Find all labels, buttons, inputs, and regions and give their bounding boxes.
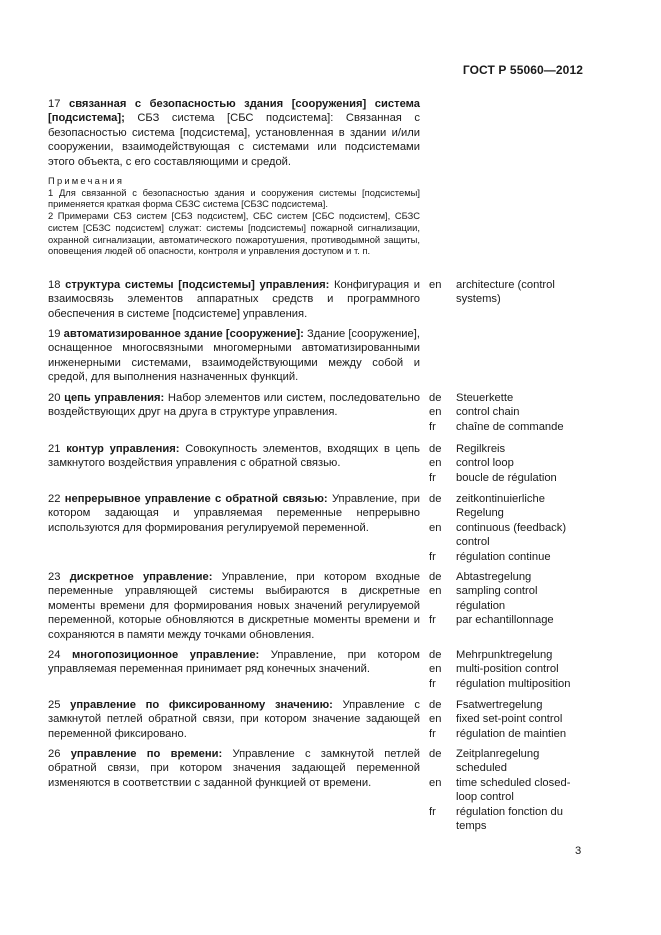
term-definition: Набор элементов или систем, последовательно воздействующих друг на друга в структуре управления.: [48, 392, 421, 419]
term-18-equivalents: [429, 278, 599, 307]
lang-row-de: de Mehrpunktregelung: [429, 648, 599, 662]
lang-row-fr: fr chaîne de commande: [429, 420, 599, 434]
equivalent-de: Abtastregelung: [456, 571, 532, 583]
lang-row-en: en multi-position control: [429, 662, 599, 676]
lang-row-fr: fr régulation de maintien: [429, 727, 599, 741]
lang-row-en: en control chain: [429, 405, 599, 419]
term-entry-22: [48, 492, 420, 535]
term-name: связанная с безопасностью здания [сооружения] система [подсистема];: [48, 98, 420, 125]
equivalent-de: zeitkontinuierliche Regelung: [456, 493, 545, 520]
term-definition: Управление, при котором управляемая переменная принимает ряд конечных значений.: [48, 649, 420, 676]
note-1: 1 Для связанной с безопасностью здания и сооружения системы [подсистемы] применяется краткая форма СБЗС система [СБЗС подсистема].: [48, 186, 420, 210]
equivalent-fr: régulation fonction du temps: [456, 805, 563, 833]
term-26-equivalents: [429, 747, 579, 833]
term-name: управление по фиксированному значению:: [70, 699, 333, 711]
equivalent-en: control chain: [456, 406, 520, 419]
lang-row-en: en sampling control régulation: [429, 584, 579, 613]
term-23-equivalents: [429, 570, 579, 628]
lang-row-de: de zeitkontinuierliche Regelung: [429, 492, 579, 521]
equivalent-fr: boucle de régulation: [456, 471, 557, 484]
term-entry-26: [48, 747, 420, 790]
lang-row-fr: fr régulation fonction du temps: [429, 805, 579, 834]
term-name: цепь управления:: [64, 392, 165, 404]
lang-row-de: de Zeitplanregelung scheduled: [429, 747, 579, 776]
term-number: 17: [48, 98, 61, 110]
lang-row-de: de Abtastregelung: [429, 570, 579, 584]
document-header: ГОСТ Р 55060—2012: [462, 63, 583, 77]
lang-row-en: en fixed set-point control: [429, 712, 599, 726]
term-definition: Управление, при котором входные переменные управляющей системы выбираются в дискретные моменты времени для формирования новых значений регулируемой переменной, которые обновляются в дискретные моменты времени и сохраняются в памяти между точками обновления.: [48, 571, 421, 641]
equivalent-en: continuous (feedback) control: [456, 521, 567, 549]
term-definition: Управление с замкнутой петлей обратной связи, при котором значение задающей переменной фиксировано.: [48, 699, 421, 740]
note-2: 2 Примерами СБЗ систем [СБЗ подсистем], СБС систем [СБС подсистем], СБЗС систем [СБЗС подсистем] служат: системы [подсистемы] пожарной сигнализации, охранной сигнализации, автоматического пожаротушения, противодымной защиты, оповещения людей об опасности, контроля и управления доступом и т. п.: [48, 210, 420, 257]
lang-row-de: de Steuerkette: [429, 391, 599, 405]
equivalent-de: Mehrpunktregelung: [456, 649, 553, 661]
term-number: 23: [48, 571, 61, 583]
term-number: 20: [48, 392, 61, 404]
lang-row-en: en continuous (feedback) control: [429, 521, 579, 550]
term-number: 22: [48, 493, 61, 505]
term-entry-23: [48, 570, 420, 642]
term-name: структура системы [подсистемы] управления:: [65, 279, 330, 291]
term-definition: СБЗ система [СБС подсистема]: Связанная с безопасностью система [подсистема], установленная в здании и/или сооружении, взаимодействующая с системами или подсистемами этого объекта, с его составляющими и средой.: [48, 112, 420, 168]
term-definition: Управление с замкнутой петлей обратной связи, при котором значения задающей переменной изменяются в соответствии с заданной функцией от времени.: [48, 748, 420, 789]
lang-row-fr: fr par echantillonnage: [429, 613, 579, 627]
term-entry-19: [48, 327, 420, 385]
term-number: 19: [48, 328, 61, 340]
term-entry-24: [48, 648, 420, 677]
equivalent-fr: chaîne de commande: [456, 420, 564, 433]
term-number: 25: [48, 699, 61, 711]
term-name: дискретное управление:: [69, 571, 213, 583]
term-name: автоматизированное здание [сооружение]:: [63, 328, 304, 340]
equivalent-fr: régulation de maintien: [456, 727, 567, 740]
equivalent-fr: régulation continue: [456, 550, 551, 563]
term-name: контур управления:: [66, 443, 180, 455]
term-number: 21: [48, 443, 61, 455]
term-number: 18: [48, 279, 61, 291]
term-entry-21: [48, 442, 420, 471]
term-20-equivalents: [429, 391, 599, 434]
equivalent-en: fixed set-point control: [456, 713, 563, 726]
term-21-equivalents: [429, 442, 599, 485]
notes-title: Примечания: [48, 175, 125, 186]
term-name: непрерывное управление с обратной связью:: [64, 493, 328, 505]
equivalent-de: Zeitplanregelung scheduled: [456, 748, 540, 775]
term-definition: Совокупность элементов, входящих в цепь замкнутого воздействия управления с обратной связью.: [48, 443, 421, 470]
equivalent-en: time scheduled closed-loop control: [456, 776, 571, 804]
term-22-equivalents: [429, 492, 579, 564]
lang-row-fr: fr régulation continue: [429, 550, 579, 564]
equivalent-en: multi-position control: [456, 663, 559, 676]
term-entry-17: [48, 97, 420, 169]
term-entry-18: [48, 278, 420, 321]
term-name: многопозиционное управление:: [71, 649, 260, 661]
term-number: 26: [48, 748, 61, 760]
lang-row-en: en time scheduled closed-loop control: [429, 776, 579, 805]
term-entry-25: [48, 698, 420, 741]
equivalent-en: sampling control régulation: [456, 585, 538, 612]
term-17-notes: [48, 175, 420, 257]
lang-row-fr: fr régulation multiposition: [429, 677, 599, 691]
lang-row-de: de Fsatwertregelung: [429, 698, 599, 712]
equivalent-fr: régulation multiposition: [456, 677, 571, 690]
term-definition: Конфигурация и взаимосвязь элементов аппаратных средств и программного обеспечения в системе [подсистеме] управления.: [48, 279, 420, 320]
term-name: управление по времени:: [70, 748, 223, 760]
equivalent-de: Fsatwertregelung: [456, 699, 543, 711]
equivalent-fr: par echantillonnage: [456, 614, 554, 627]
lang-row-en: en control loop: [429, 456, 599, 470]
equivalent-en: control loop: [456, 457, 514, 470]
term-25-equivalents: [429, 698, 599, 741]
term-number: 24: [48, 649, 61, 661]
term-definition: Управление, при котором задающая и управляемая переменные непрерывно используются для формирования регулируемой переменной.: [48, 493, 421, 534]
term-24-equivalents: [429, 648, 599, 691]
lang-row-de: de Regilkreis: [429, 442, 599, 456]
lang-row-fr: fr boucle de régulation: [429, 471, 599, 485]
equivalent-en: architecture (control systems): [456, 279, 555, 306]
equivalent-de: Steuerkette: [456, 392, 514, 404]
equivalent-de: Regilkreis: [456, 443, 506, 455]
term-definition: Здание [сооружение], оснащенное многосвязными многомерными автоматизированными инженерными системами, взаимодействующими между собой и средой, для выполнения назначенных функций.: [48, 328, 420, 384]
term-entry-20: [48, 391, 420, 420]
page-number: 3: [575, 845, 582, 857]
lang-row-en: en architecture (control systems): [429, 278, 599, 307]
